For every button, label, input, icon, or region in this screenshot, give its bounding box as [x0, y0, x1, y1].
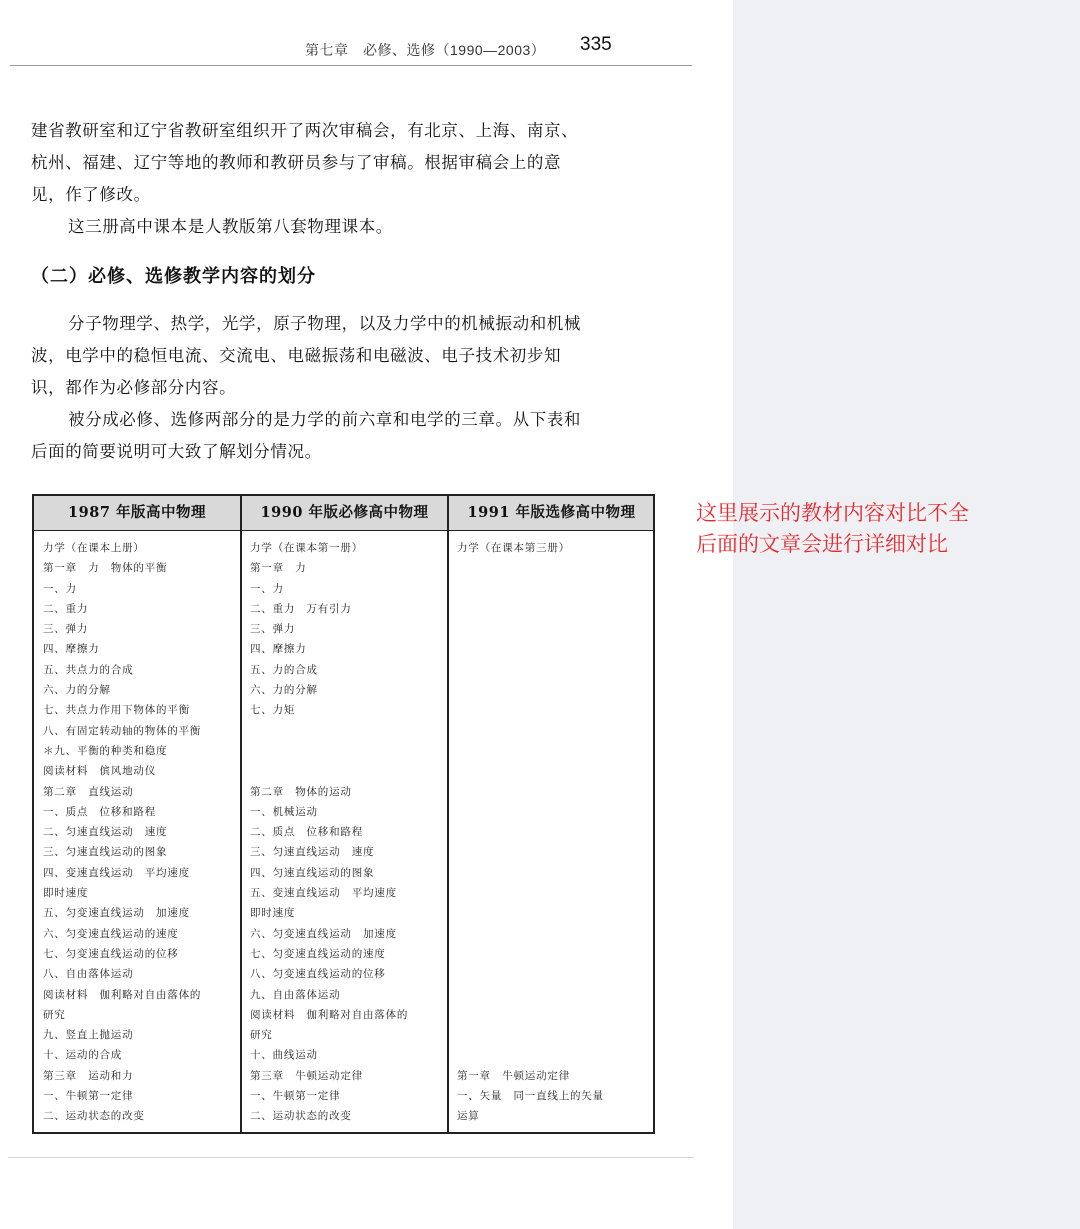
table-cell-line: 三、弹力 — [43, 623, 89, 636]
table-cell-line: 阅读材料 伽利略对自由落体的 — [43, 988, 202, 1001]
table-cell-line — [457, 822, 604, 842]
table-cell-line: 一、矢量 同一直线上的矢量 — [457, 1090, 604, 1103]
table-cell-line: 二、重力 — [43, 602, 89, 615]
table-cell-line — [457, 660, 604, 680]
column-1990 — [250, 538, 408, 1127]
table-cell-line — [457, 619, 604, 639]
table-cell-line: 研究 — [250, 1029, 273, 1042]
table-cell-line — [250, 761, 408, 781]
table-cell-line — [457, 761, 604, 781]
table-cell-line — [457, 964, 604, 984]
table-cell-line: 六、匀变速直线运动的速度 — [43, 927, 179, 940]
table-cell-line: 力学（在课本上册） — [43, 542, 145, 554]
table-cell-line: 十、曲线运动 — [250, 1049, 318, 1062]
table-cell-line: 运算 — [457, 1110, 480, 1123]
chapter-title: 第七章 必修、选修（1990—2003） — [305, 42, 546, 58]
table-cell-line: 三、匀速直线运动的图象 — [43, 846, 168, 859]
table-header — [34, 496, 653, 531]
table-cell-line: 阅读材料 傧风地动仪 — [43, 765, 156, 778]
table-cell-line: 五、变速直线运动 平均速度 — [250, 887, 397, 900]
table-cell-line: 九、竖直上抛运动 — [43, 1029, 134, 1042]
table-cell-line: 六、匀变速直线运动 加速度 — [250, 927, 397, 940]
column-1991 — [457, 538, 604, 1127]
table-cell-line: 力学（在课本第三册） — [457, 542, 570, 554]
table-cell-line: 四、匀速直线运动的图象 — [250, 866, 375, 879]
table-cell-line: 第三章 运动和力 — [43, 1069, 134, 1082]
table-cell-line: 即时速度 — [43, 887, 89, 900]
table-cell-line: 五、共点力的合成 — [43, 663, 134, 676]
table-cell-line: 八、匀变速直线运动的位移 — [250, 968, 386, 981]
table-cell-line: 一、机械运动 — [250, 805, 318, 818]
table-cell-line: 四、变速直线运动 平均速度 — [43, 866, 190, 879]
header-rule — [10, 65, 692, 66]
red-annotation — [696, 498, 969, 560]
header-col-1987: 1987 年版高中物理 — [68, 504, 206, 521]
table-cell-line — [457, 558, 604, 578]
column-divider — [240, 496, 242, 1132]
table-cell-line — [250, 741, 408, 761]
table-cell-line: 一、牛顿第一定律 — [250, 1090, 341, 1103]
header-col-1991: 1991 年版选修高中物理 — [467, 504, 636, 521]
table-cell-line: 五、匀变速直线运动 加速度 — [43, 907, 190, 920]
table-cell-line — [250, 721, 408, 741]
section-title: （二）必修、选修教学内容的划分 — [31, 266, 316, 287]
table-cell-line — [457, 903, 604, 923]
table-cell-line — [457, 1005, 604, 1025]
table-cell-line: 九、自由落体运动 — [250, 988, 341, 1001]
table-cell-line — [457, 842, 604, 862]
table-cell-line: 一、力 — [250, 582, 284, 595]
text-line: 建省教研室和辽宁省教研室组织开了两次审稿会，有北京、上海、南京、 — [31, 121, 579, 140]
text-line: 波，电学中的稳恒电流、交流电、电磁振荡和电磁波、电子技术初步知 — [31, 346, 562, 365]
table-cell-line — [457, 599, 604, 619]
table-cell-line — [457, 802, 604, 822]
table-cell-line: ＊九、平衡的种类和稳度 — [43, 744, 168, 757]
column-divider — [447, 496, 449, 1132]
table-cell-line: 第一章 力 物体的平衡 — [43, 562, 168, 575]
table-cell-line — [457, 883, 604, 903]
table-cell-line: 二、运动状态的改变 — [43, 1110, 145, 1123]
table-cell-line — [457, 741, 604, 761]
text-line: 识，都作为必修部分内容。 — [31, 378, 237, 397]
table-cell-line: 二、质点 位移和路程 — [250, 826, 363, 839]
table-cell-line — [457, 700, 604, 720]
side-panel — [733, 0, 1080, 1229]
table-cell-line: 第二章 直线运动 — [43, 785, 134, 798]
table-cell-line: 二、匀速直线运动 速度 — [43, 826, 168, 839]
table-cell-line: 力学（在课本第一册） — [250, 542, 363, 554]
table-cell-line: 七、力矩 — [250, 704, 296, 717]
table-cell-line: 六、力的分解 — [250, 684, 318, 697]
table-cell-line — [457, 944, 604, 964]
text-line: 这三册高中课本是人教版第八套物理课本。 — [68, 217, 393, 236]
table-cell-line: 五、力的合成 — [250, 663, 318, 676]
table-cell-line: 三、匀速直线运动 速度 — [250, 846, 375, 859]
table-cell-line — [457, 721, 604, 741]
table-cell-line: 第一章 力 — [250, 562, 307, 575]
table-cell-line: 一、力 — [43, 582, 77, 595]
text-line: 见，作了修改。 — [31, 185, 151, 204]
table-cell-line — [457, 579, 604, 599]
text-line: 被分成必修、选修两部分的是力学的前六章和电学的三章。从下表和 — [68, 410, 581, 429]
table-cell-line: 四、摩擦力 — [250, 643, 307, 656]
table-cell-line: 七、匀变速直线运动的位移 — [43, 947, 179, 960]
table-cell-line: 第三章 牛顿运动定律 — [250, 1069, 363, 1082]
table-cell-line — [457, 782, 604, 802]
table-cell-line: 一、牛顿第一定律 — [43, 1090, 134, 1103]
table-cell-line: 二、重力 万有引力 — [250, 602, 352, 615]
paragraph-2 — [31, 308, 661, 468]
table-cell-line: 一、质点 位移和路程 — [43, 805, 156, 818]
table-cell-line — [457, 863, 604, 883]
table-cell-line — [457, 639, 604, 659]
table-cell-line — [457, 680, 604, 700]
annotation-line: 这里展示的教材内容对比不全 — [696, 501, 969, 525]
text-line: 后面的简要说明可大致了解划分情况。 — [31, 442, 322, 461]
comparison-table — [32, 494, 655, 1134]
table-cell-line: 七、共点力作用下物体的平衡 — [43, 704, 190, 717]
table-cell-line: 六、力的分解 — [43, 684, 111, 697]
table-cell-line: 研究 — [43, 1008, 66, 1021]
table-cell-line: 七、匀变速直线运动的速度 — [250, 947, 386, 960]
table-cell-line — [457, 924, 604, 944]
table-cell-line: 阅读材料 伽利略对自由落体的 — [250, 1008, 409, 1021]
table-cell-line: 八、自由落体运动 — [43, 968, 134, 981]
annotation-line: 后面的文章会进行详细对比 — [696, 532, 948, 556]
text-line: 杭州、福建、辽宁等地的教师和教研员参与了审稿。根据审稿会上的意 — [31, 153, 562, 172]
table-cell-line: 三、弹力 — [250, 623, 296, 636]
page-number: 335 — [580, 34, 612, 55]
table-cell-line: 第一章 牛顿运动定律 — [457, 1069, 570, 1082]
table-cell-line: 第二章 物体的运动 — [250, 785, 352, 798]
table-cell-line: 四、摩擦力 — [43, 643, 100, 656]
running-header — [305, 34, 685, 64]
table-cell-line — [457, 985, 604, 1005]
column-1987 — [43, 538, 201, 1127]
table-cell-line: 二、运动状态的改变 — [250, 1110, 352, 1123]
table-cell-line: 即时速度 — [250, 907, 296, 920]
table-cell-line — [457, 1025, 604, 1045]
table-cell-line: 八、有固定转动轴的物体的平衡 — [43, 724, 202, 737]
header-col-1990: 1990 年版必修高中物理 — [260, 504, 429, 521]
text-line: 分子物理学、热学，光学，原子物理，以及力学中的机械振动和机械 — [68, 314, 581, 333]
paragraph-1 — [31, 115, 661, 243]
table-cell-line — [457, 1045, 604, 1065]
page-bottom-edge — [8, 1157, 694, 1158]
table-cell-line: 十、运动的合成 — [43, 1049, 123, 1062]
